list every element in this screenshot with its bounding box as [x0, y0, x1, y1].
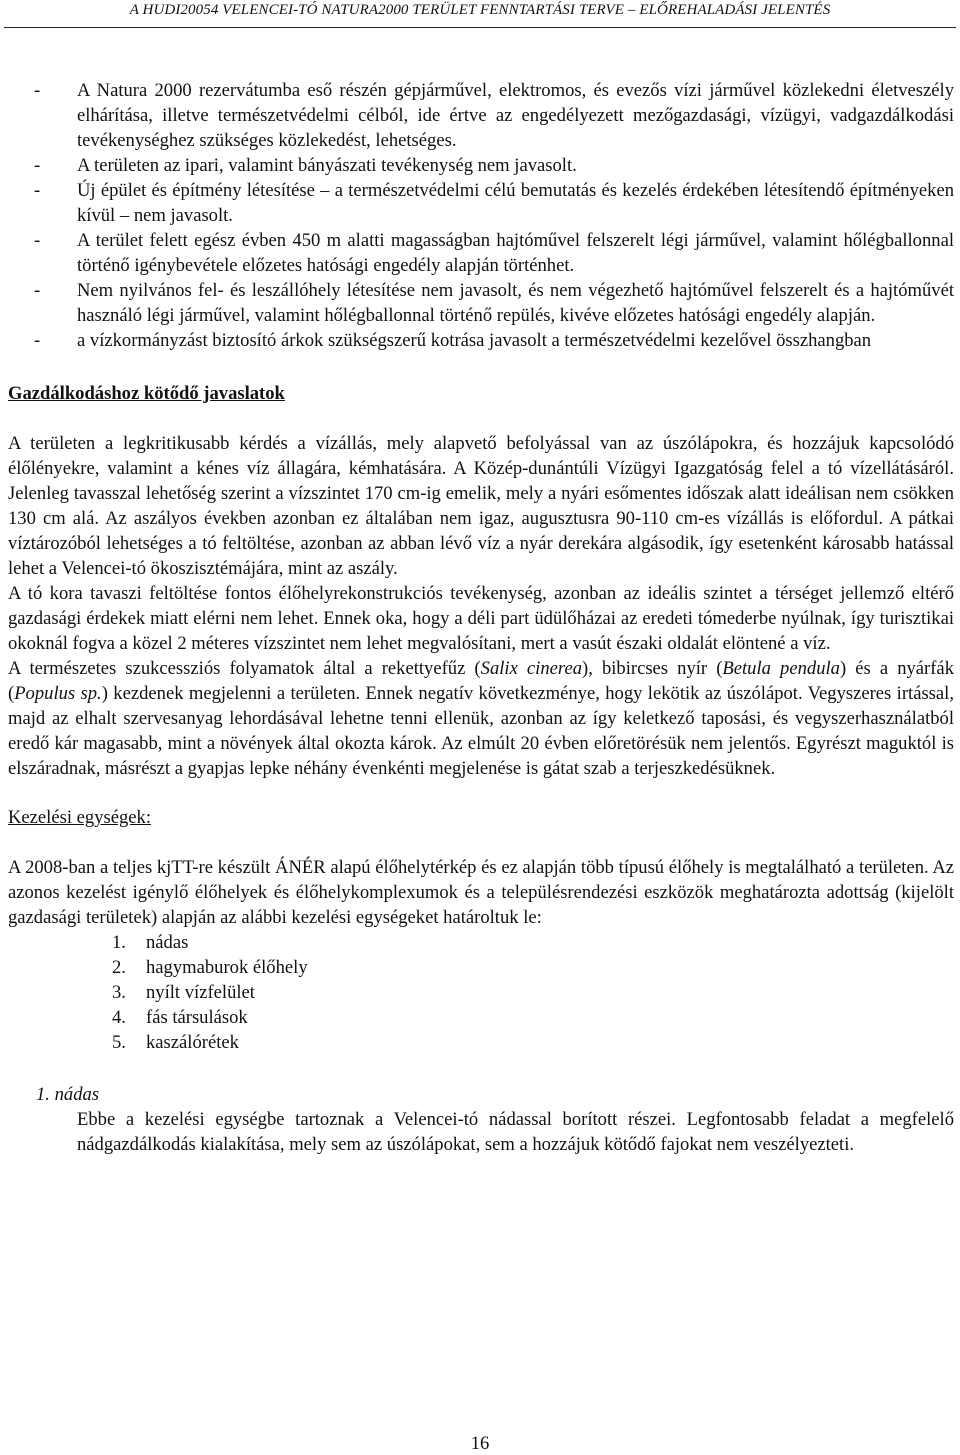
page-number: 16 [470, 1433, 490, 1454]
list-item: 2. hagymaburok élőhely [112, 957, 308, 978]
units-intro: A 2008-ban a teljes kjTT-re készült ÁNÉR alapú élőhelytérkép és ez alapján több típusú élőhely is megtalálható a területen. Az azonos kezelést igénylő élőhelyek és élőhelykomplexumok és a településrendezési eszközök meghatározta adottság (kijelölt gazdasági területek) alapján az alábbi kezelési egységeket határoltuk le: [8, 857, 954, 928]
units-list [8, 930, 954, 1055]
restriction-item: - Új épület és építmény létesítése – a természetvédelmi célú bemutatás és kezelés érdekében létesítendő építményeken kívül – nem javasolt. [34, 180, 954, 226]
unit1-body: Ebbe a kezelési egységbe tartoznak a Velencei-tó nádassal borított részei. Legfontosabb feladat a megfelelő nádgazdálkodás kialakítása, mely sem az úszólápokat, sem a hozzájuk kötődő fajokat nem veszélyezteti. [77, 1109, 954, 1155]
units-heading: Kezelési egységek: [8, 807, 152, 828]
restriction-item: - A területen az ipari, valamint bányászati tevékenység nem javasolt. [34, 155, 577, 176]
restriction-item: - A Natura 2000 rezervátumba eső részén gépjárművel, elektromos, és evezős vízi járművel közlekedni életveszély elhárítása, illetve természetvédelmi célból, ide értve az engedélyezett mezőgazdasági, vízügyi, vadgazdálkodási tevékenységhez szükséges közlekedést, lehetséges. [34, 80, 954, 151]
unit1-heading: 1. nádas [36, 1084, 100, 1105]
running-header: A HUDI20054 VELENCEI-TÓ NATURA2000 TERÜLET FENNTARTÁSI TERVE – ELŐREHALADÁSI JELENTÉS [129, 2, 831, 18]
farming-heading: Gazdálkodáshoz kötődő javaslatok [8, 383, 285, 404]
restriction-item: - a vízkormányzást biztosító árkok szükségszerű kotrása javasolt a természetvédelmi kezelővel összhangban [34, 330, 872, 351]
farming-paragraph-1: A területen a legkritikusabb kérdés a vízállás, mely alapvető befolyással van az úszólápokra, és hozzájuk kapcsolódó élőlényekre, valamint a kénes víz állagára, kémhatására. A Közép-dunántúli Vízügyi Igazgatóság felel a tó vízellátásáról. Jelenleg tavasszal lehetőség szerint a vízszintet 170 cm-ig emelik, mely a nyári esőmentes időszak alatt ideálisan nem csökken 130 cm alá. Az aszályos években azonban ez általában nem igaz, augusztusra 90-110 cm-es vízállás is előfordul. A pátkai víztározóból lehetséges a tó feltöltése, azonban az abban lévő víz a nyár derekára algásodik, így esetenként károsabb hatással lehet a Velencei-tó ökoszisztémájára, mint az aszály. [8, 433, 954, 579]
header-rule [4, 27, 956, 28]
page-content [8, 78, 954, 1157]
species-salix: Salix cinerea [480, 658, 582, 679]
farming-paragraph-3: A természetes szukcessziós folyamatok által a rekettyefűz (Salix cinerea), bibircses nyír (Betula pendula) és a nyárfák (Populus sp.) kezdenek megjelenni a területen. Ennek negatív következménye, hogy lekötik az úszólápot. Vegyszeres irtással, majd az elhalt szervesanyag lehordásával lehetne tenni ellenük, azonban az így keletkező taposási, és vegyszerhasználatból eredő kár magasabb, mint a növények által okozta károk. Az elmúlt 20 évben előretörésük nem jelentős. Egyrészt maguktól is elszáradnak, másrészt a gyapjas lepke néhány évenkénti megjelenése is gátat szab a terjeszkedésüknek. [8, 658, 954, 779]
restriction-item: - A terület felett egész évben 450 m alatti magasságban hajtóművel felszerelt légi járművel, valamint hőlégballonnal történő igénybevétele előzetes hatósági engedély alapján történhet. [34, 230, 954, 276]
species-betula: Betula pendula [722, 658, 840, 679]
list-item: 1. nádas [112, 932, 189, 953]
list-item: 4. fás társulások [112, 1007, 248, 1028]
list-item: 3. nyílt vízfelület [112, 982, 255, 1003]
farming-paragraph-2: A tó kora tavaszi feltöltése fontos élőhelyrekonstrukciós tevékenység, azonban az ideális szintet a térséget jellemző eltérő gazdasági érdekek miatt elérni nem lehet. Ennek oka, hogy a déli part üdülőházai az eredeti tómederbe nyúlnak, így turisztikai okoknál fogva a közel 2 méteres vízszintet nem lehet megvalósítani, mert a vasút északi oldalát elöntené a víz. [8, 583, 954, 654]
restrictions-list [8, 78, 954, 353]
list-item: 5. kaszálórétek [112, 1032, 239, 1053]
species-populus: Populus sp. [14, 683, 102, 704]
restriction-item: - Nem nyilvános fel- és leszállóhely létesítése nem javasolt, és nem végezhető hajtóművel felszerelt és a hajtóművét használó légi járművel, valamint hőlégballonnal történő repülés, kivéve előzetes hatósági engedély alapján. [34, 280, 954, 326]
